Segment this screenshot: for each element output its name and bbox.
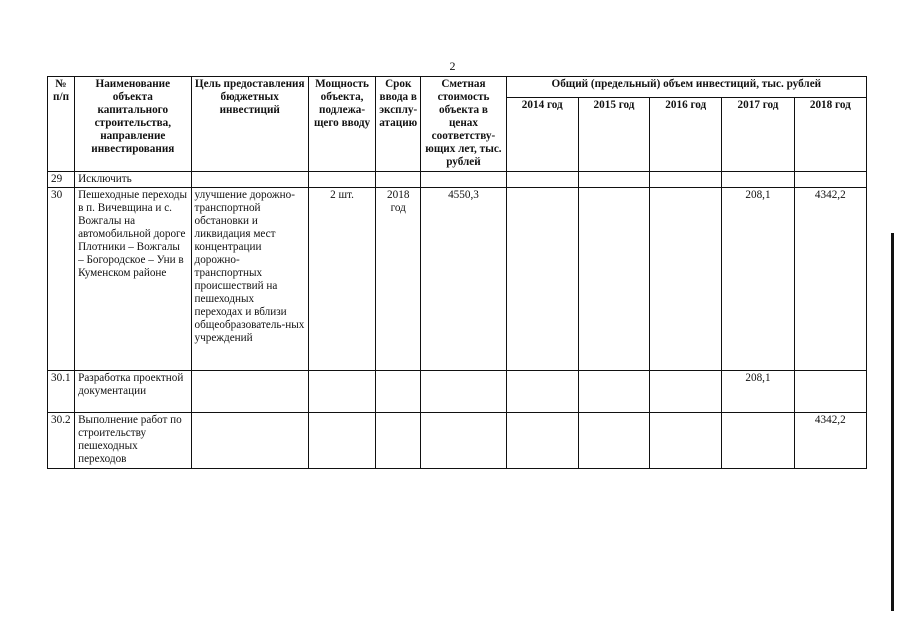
row-2017: 208,1 bbox=[722, 188, 794, 371]
row-2016 bbox=[650, 172, 722, 188]
row-2018 bbox=[794, 371, 866, 413]
row-2014 bbox=[506, 172, 578, 188]
row-num: 30.1 bbox=[48, 371, 75, 413]
header-year-2015: 2015 год bbox=[578, 98, 649, 172]
row-cost bbox=[421, 413, 506, 469]
row-name: Выполнение работ по строительству пешеходных переходов bbox=[75, 413, 191, 469]
header-total: Общий (предельный) объем инвестиций, тыс. рублей bbox=[506, 77, 866, 98]
header-num: № п/п bbox=[48, 77, 75, 172]
row-name: Разработка проектной документации bbox=[75, 371, 191, 413]
row-name: Исключить bbox=[75, 172, 191, 188]
row-2016 bbox=[650, 413, 722, 469]
row-2014 bbox=[506, 371, 578, 413]
row-num: 30 bbox=[48, 188, 75, 371]
row-2018: 4342,2 bbox=[794, 413, 866, 469]
row-cost bbox=[421, 172, 506, 188]
row-2017 bbox=[722, 172, 794, 188]
row-term bbox=[376, 172, 421, 188]
row-term bbox=[376, 371, 421, 413]
row-capacity bbox=[308, 371, 375, 413]
row-2015 bbox=[578, 371, 649, 413]
row-2015 bbox=[578, 172, 649, 188]
header-term: Срок ввода в эксплу-атацию bbox=[376, 77, 421, 172]
investment-table bbox=[47, 76, 867, 469]
header-cost: Сметная стоимость объекта в ценах соответству-ющих лет, тыс. рублей bbox=[421, 77, 506, 172]
row-2018: 4342,2 bbox=[794, 188, 866, 371]
row-capacity: 2 шт. bbox=[308, 188, 375, 371]
row-2014 bbox=[506, 413, 578, 469]
header-year-2016: 2016 год bbox=[650, 98, 722, 172]
scan-edge-line bbox=[891, 233, 894, 611]
header-year-2018: 2018 год bbox=[794, 98, 866, 172]
table-row bbox=[48, 413, 867, 469]
row-num: 29 bbox=[48, 172, 75, 188]
row-name: Пешеходные переходы в п. Вичевщина и с. Вожгалы на автомобильной дороге Плотники – Вожгалы – Богородское – Уни в Куменском районе bbox=[75, 188, 191, 371]
header-year-2014: 2014 год bbox=[506, 98, 578, 172]
row-term bbox=[376, 413, 421, 469]
row-goal bbox=[191, 413, 308, 469]
row-2016 bbox=[650, 371, 722, 413]
row-goal bbox=[191, 371, 308, 413]
header-name: Наименование объекта капитального строительства, направление инвестирования bbox=[75, 77, 191, 172]
row-2015 bbox=[578, 413, 649, 469]
page-number: 2 bbox=[449, 59, 456, 73]
row-2018 bbox=[794, 172, 866, 188]
table-row bbox=[48, 172, 867, 188]
row-term: 2018 год bbox=[376, 188, 421, 371]
row-2016 bbox=[650, 188, 722, 371]
row-capacity bbox=[308, 413, 375, 469]
row-2015 bbox=[578, 188, 649, 371]
row-2014 bbox=[506, 188, 578, 371]
row-2017: 208,1 bbox=[722, 371, 794, 413]
row-num: 30.2 bbox=[48, 413, 75, 469]
table-header bbox=[48, 77, 867, 172]
table-row bbox=[48, 188, 867, 371]
row-capacity bbox=[308, 172, 375, 188]
header-year-2017: 2017 год bbox=[722, 98, 794, 172]
header-capacity: Мощность объекта, подлежа-щего вводу bbox=[308, 77, 375, 172]
table-row bbox=[48, 371, 867, 413]
row-goal: улучшение дорожно-транспортной обстановки и ликвидация мест концентрации дорожно-транспортных происшествий на пешеходных переходах и вблизи общеобразователь-ных учреждений bbox=[191, 188, 308, 371]
row-cost bbox=[421, 371, 506, 413]
row-goal bbox=[191, 172, 308, 188]
row-cost: 4550,3 bbox=[421, 188, 506, 371]
header-goal: Цель предоставления бюджетных инвестиций bbox=[191, 77, 308, 172]
row-2017 bbox=[722, 413, 794, 469]
